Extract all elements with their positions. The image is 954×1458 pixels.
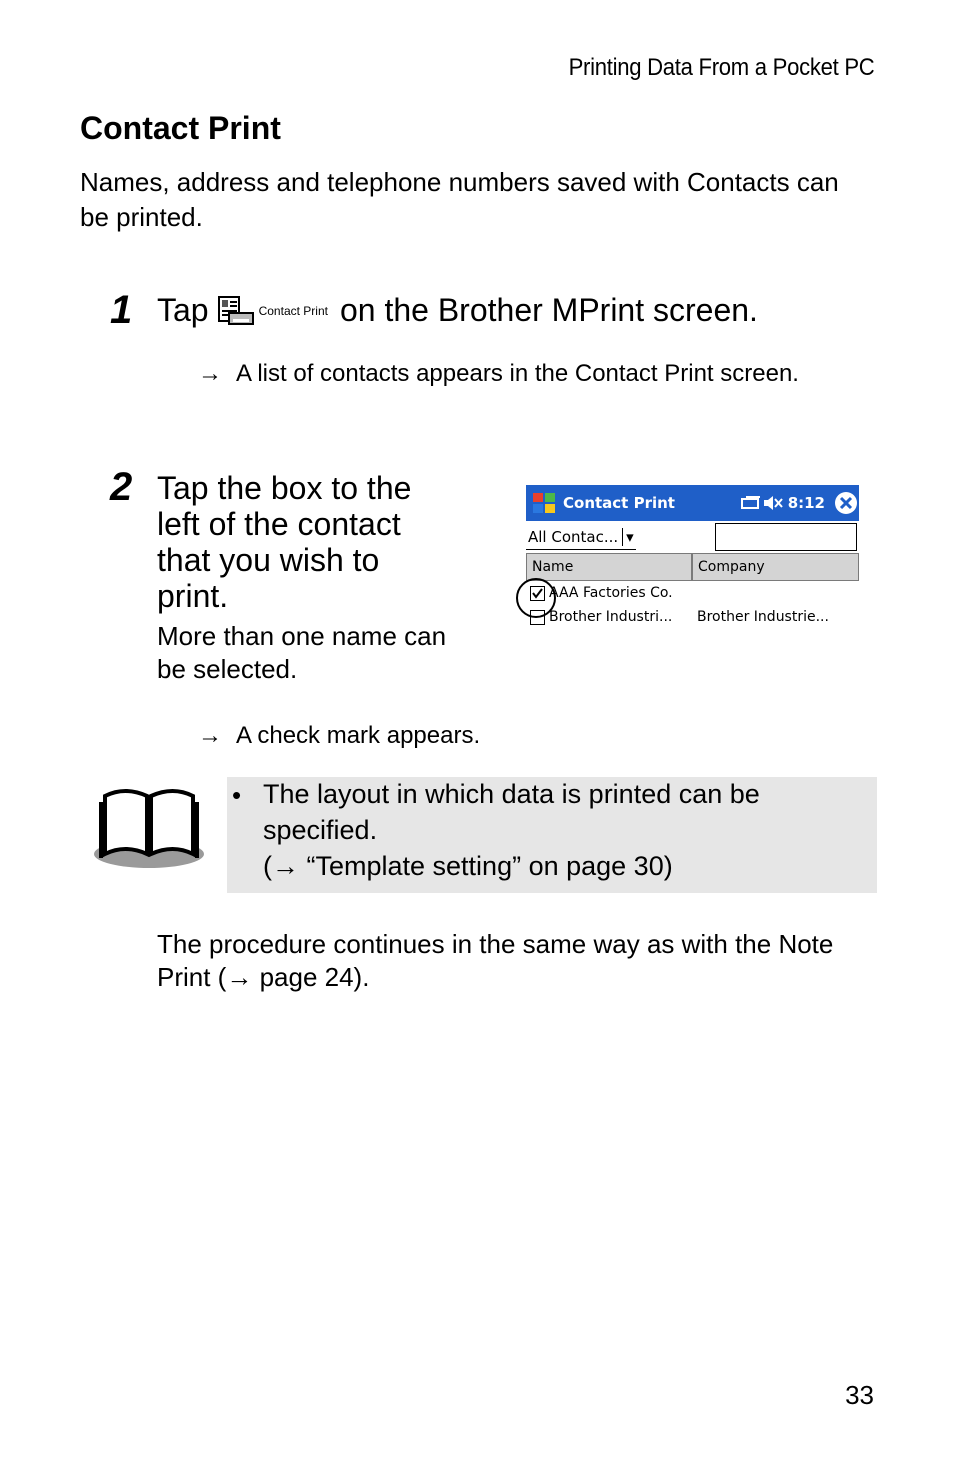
step-1-rest: on the Brother MPrint screen. xyxy=(339,292,758,328)
ppc-clock[interactable]: 8:12 xyxy=(787,494,825,512)
step-2-number: 2 xyxy=(110,465,133,509)
category-dropdown[interactable] xyxy=(526,525,636,550)
contact-print-app-icon xyxy=(217,295,328,327)
search-input[interactable] xyxy=(715,523,857,551)
note-line-1: The layout in which data is printed can be specified. xyxy=(263,779,760,845)
contact-name: AAA Factories Co. xyxy=(549,585,673,601)
ppc-title-bar xyxy=(526,485,859,521)
contact-print-icon-label: Contact Print xyxy=(258,303,328,318)
step-2-subtext: More than one name can be selected. xyxy=(157,621,447,684)
table-row[interactable] xyxy=(526,605,859,629)
section-title: Contact Print xyxy=(80,110,281,146)
result-arrow-icon: → xyxy=(198,360,222,387)
pocket-pc-screenshot xyxy=(526,485,859,635)
connectivity-icon[interactable] xyxy=(740,495,762,511)
result-arrow-icon: → xyxy=(198,722,222,749)
contact-name: Brother Industri... xyxy=(549,609,673,625)
step-1-result-text: A list of contacts appears in the Contact Print screen. xyxy=(236,360,799,387)
running-header: Printing Data From a Pocket PC xyxy=(568,54,874,81)
column-header-company[interactable]: Company xyxy=(692,553,859,581)
speaker-mute-icon[interactable] xyxy=(762,494,784,512)
chevron-down-icon: ▾ xyxy=(622,528,634,546)
column-header-name[interactable]: Name xyxy=(526,553,692,581)
step-1-result xyxy=(198,358,818,390)
page-number: 33 xyxy=(845,1380,874,1410)
ppc-filter-bar xyxy=(526,521,859,553)
windows-start-icon[interactable] xyxy=(529,488,559,518)
ppc-column-headers xyxy=(526,553,859,581)
note-book-icon xyxy=(93,780,205,870)
highlight-circle xyxy=(516,578,556,618)
step-2-instruction: Tap the box to the left of the contact that you wish to print. xyxy=(157,470,412,614)
ppc-window-title: Contact Print xyxy=(563,494,675,512)
step-1-instruction xyxy=(157,292,758,329)
note-line-2: (→ “Template setting” on page 30) xyxy=(263,851,673,881)
intro-paragraph: Names, address and telephone numbers saved with Contacts can be printed. xyxy=(80,167,839,232)
continuation-paragraph: The procedure continues in the same way as with the Note Print (→ page 24). xyxy=(157,929,834,992)
note-text xyxy=(263,776,863,884)
contact-company: Brother Industrie... xyxy=(697,609,829,625)
category-dropdown-value: All Contac... xyxy=(528,527,619,546)
table-row[interactable] xyxy=(526,581,859,605)
note-bullet: • xyxy=(232,780,242,810)
close-icon[interactable] xyxy=(833,490,859,516)
step-2-result xyxy=(198,720,818,752)
step-1-tap-word: Tap xyxy=(157,292,209,328)
step-2-result-text: A check mark appears. xyxy=(236,722,481,749)
step-1-number: 1 xyxy=(110,288,133,332)
contact-card-icon xyxy=(217,295,255,327)
